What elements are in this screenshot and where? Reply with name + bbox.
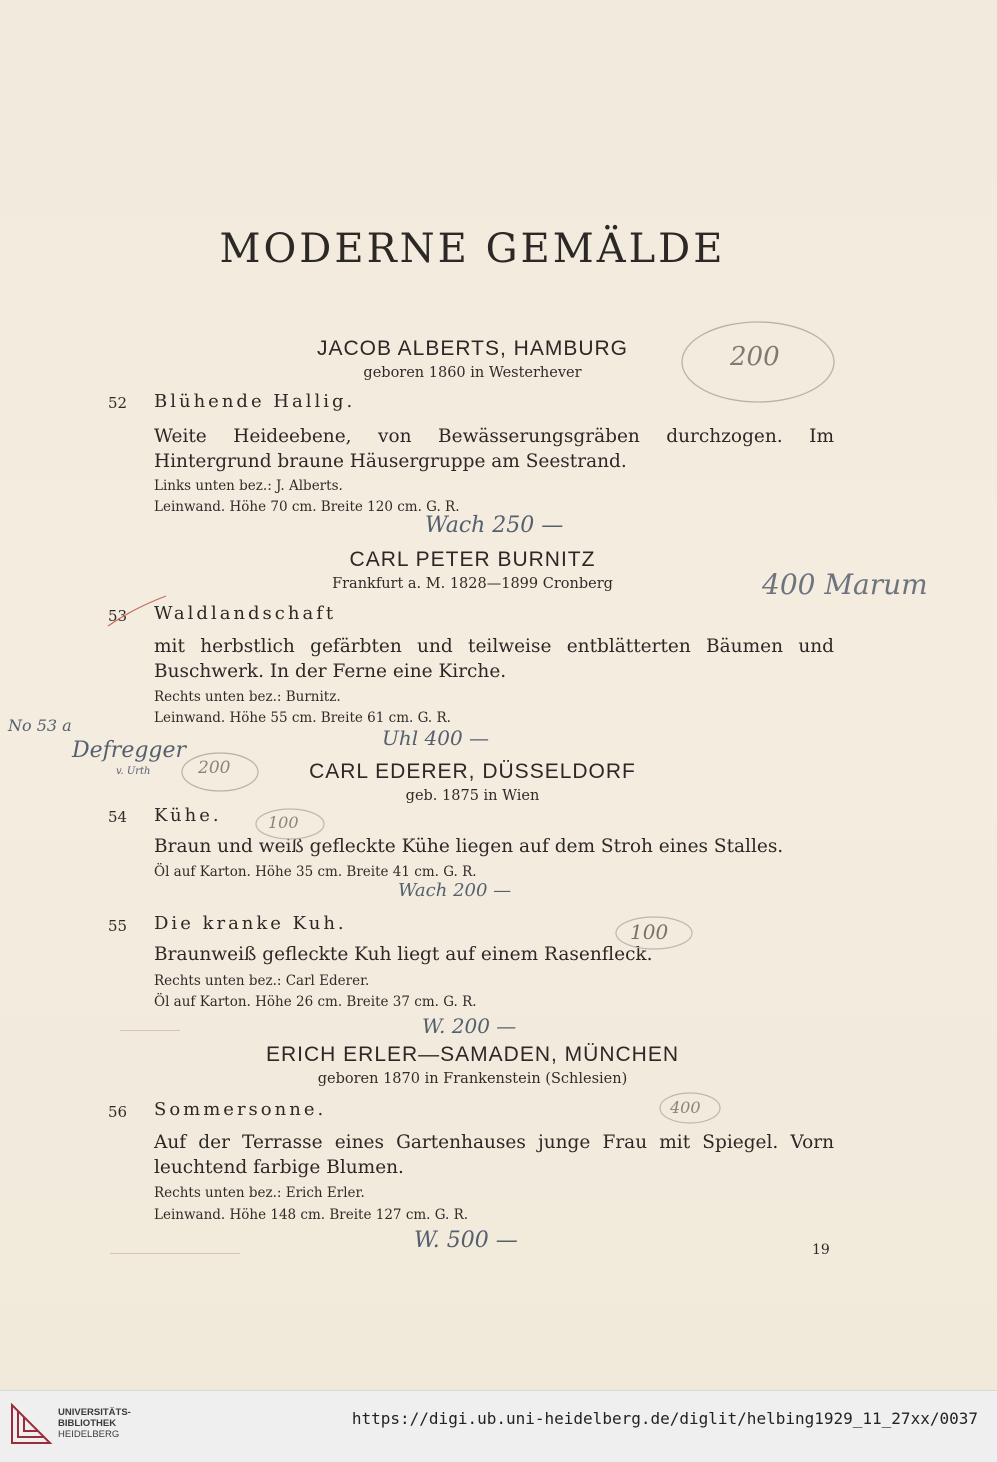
- handwritten-note: No 53 a: [8, 716, 72, 735]
- handwritten-note: 100: [630, 920, 669, 944]
- lot-dimensions: Leinwand. Höhe 70 cm. Breite 120 cm. G. R.: [154, 499, 460, 515]
- pencil-mark-icon: [104, 592, 174, 632]
- handwritten-note: v. Urth: [116, 766, 151, 777]
- handwritten-note: W. 500 —: [414, 1228, 518, 1253]
- artist-life: geboren 1870 in Frankenstein (Schlesien): [317, 1071, 628, 1087]
- lot-description: Braun und weiß gefleckte Kühe liegen auf dem Stroh eines Stalles.: [154, 836, 784, 857]
- lot-title: Kühe.: [154, 805, 222, 826]
- handwritten-note: 200: [198, 758, 231, 778]
- lot-title: Die kranke Kuh.: [154, 913, 347, 934]
- lot-description: mit herbstlich gefärbten und teilweise entblätterten Bäumen und Buschwerk. In der Ferne eine Kirche.: [154, 636, 834, 682]
- artist-heading: ERICH ERLER—SAMADEN, MÜNCHEN: [265, 1043, 680, 1066]
- handwritten-note: Wach 250 —: [425, 513, 564, 538]
- handwritten-note: 200: [730, 342, 780, 372]
- artist-life: Frankfurt a. M. 1828—1899 Cronberg: [332, 576, 613, 592]
- handwritten-note: Defregger: [72, 738, 187, 763]
- artist-life: geb. 1875 in Wien: [405, 788, 540, 804]
- handwritten-note: 100: [268, 813, 299, 832]
- handwritten-note: Uhl 400 —: [382, 726, 490, 750]
- divider: [110, 1253, 240, 1254]
- lot-title: Sommersonne.: [154, 1099, 327, 1120]
- lot-number: 56: [108, 1103, 128, 1121]
- handwritten-note: 400: [670, 1098, 701, 1117]
- lot-dimensions: Leinwand. Höhe 148 cm. Breite 127 cm. G. R.: [154, 1207, 469, 1223]
- library-line: HEIDELBERG: [58, 1429, 120, 1440]
- lot-dimensions: Leinwand. Höhe 55 cm. Breite 61 cm. G. R.: [154, 710, 451, 726]
- library-name: [58, 1407, 131, 1440]
- lot-signature: Rechts unten bez.: Burnitz.: [154, 689, 341, 705]
- artist-heading: CARL PETER BURNITZ: [349, 548, 596, 571]
- lot-dimensions: Öl auf Karton. Höhe 26 cm. Breite 37 cm. G. R.: [154, 994, 477, 1010]
- lot-number: 54: [108, 808, 128, 826]
- lot-description: Weite Heideebene, von Bewässerungsgräben durchzogen. Im Hintergrund braune Häusergruppe am Seestrand.: [154, 426, 834, 472]
- lot-description: Auf der Terrasse eines Gartenhauses junge Frau mit Spiegel. Vorn leuchtend farbige Blumen.: [154, 1132, 834, 1178]
- lot-dimensions: Öl auf Karton. Höhe 35 cm. Breite 41 cm. G. R.: [154, 864, 477, 880]
- viewer-footer: [0, 1390, 997, 1462]
- lot-number: 55: [108, 917, 128, 935]
- lot-signature: Rechts unten bez.: Carl Ederer.: [154, 973, 370, 989]
- handwritten-note: Wach 200 —: [398, 880, 512, 901]
- lot-signature: Rechts unten bez.: Erich Erler.: [154, 1185, 365, 1201]
- lot-description: Braunweiß gefleckte Kuh liegt auf einem Rasenfleck.: [154, 944, 653, 965]
- artist-life: geboren 1860 in Westerhever: [363, 365, 582, 381]
- lot-title: Waldlandschaft: [154, 603, 337, 624]
- library-line: BIBLIOTHEK: [58, 1418, 117, 1429]
- page-number: 19: [812, 1242, 830, 1258]
- lot-number: 53: [108, 607, 128, 625]
- library-line: UNIVERSITÄTS-: [58, 1407, 131, 1418]
- handwritten-note: W. 200 —: [422, 1014, 517, 1038]
- lot-signature: Links unten bez.: J. Alberts.: [154, 478, 343, 494]
- handwritten-note: 400 Marum: [762, 568, 928, 601]
- divider: [120, 1030, 180, 1031]
- lot-title: Blühende Hallig.: [154, 391, 356, 412]
- library-logo-icon: [10, 1403, 54, 1451]
- artist-heading: JACOB ALBERTS, HAMBURG: [316, 337, 629, 360]
- lot-number: 52: [108, 394, 128, 412]
- artist-heading: CARL EDERER, DÜSSELDORF: [309, 760, 636, 783]
- source-url-link[interactable]: https://digi.ub.uni-heidelberg.de/diglit/helbing1929_11_27xx/0037: [351, 1409, 978, 1428]
- page-title: MODERNE GEMÄLDE: [219, 226, 726, 272]
